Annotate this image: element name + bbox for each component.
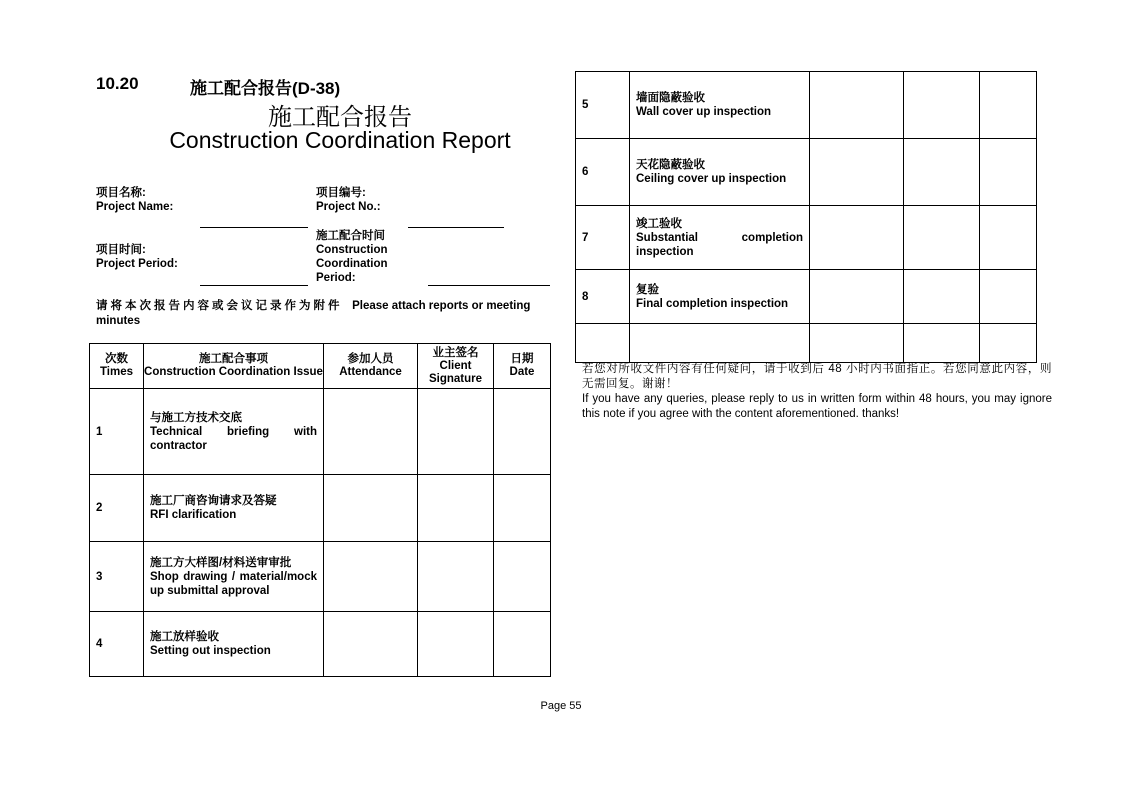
attendance-cell[interactable]: [810, 270, 904, 324]
row-issue: [630, 72, 810, 139]
row-number: 5: [576, 72, 630, 139]
date-cell[interactable]: [494, 475, 551, 542]
construction-period-label-en-3: Period:: [316, 272, 356, 284]
project-name-label-cn: 项目名称:: [96, 187, 146, 199]
attach-note: [96, 299, 548, 329]
date-cell[interactable]: [980, 72, 1037, 139]
remark-en: If you have any queries, please reply to us in written form within 48 hours, you may ignore this note if you agree with the content aforementioned. thanks!: [582, 393, 1052, 420]
remark-cn: 若您对所收文件内容有任何疑问，请于收到后 48 小时内书面指正。若您同意此内容，则无需回复。谢谢！: [582, 363, 1052, 390]
row-issue-en: Ceiling cover up inspection: [636, 173, 787, 185]
row-issue-cn: 天花隐蔽验收: [636, 159, 705, 171]
attendance-cell[interactable]: [810, 139, 904, 206]
project-name-label-en: Project Name:: [96, 201, 174, 213]
attach-note-en: Please attach reports or meeting minutes: [96, 300, 531, 327]
header-attendance-cn: 参加人员: [347, 353, 394, 365]
project-period-label-cn: 项目时间:: [96, 244, 146, 256]
table-row: [576, 72, 1037, 139]
section-number: 10.20: [96, 74, 139, 93]
table-row: [90, 542, 551, 612]
report-title-cn: 施工配合报告: [268, 103, 412, 131]
date-cell[interactable]: [980, 206, 1037, 270]
construction-period-label-en-1: Construction: [316, 244, 388, 256]
date-cell[interactable]: [980, 324, 1037, 363]
row-issue: [630, 139, 810, 206]
project-no-label-cn: 项目编号:: [316, 187, 366, 199]
attendance-cell[interactable]: [324, 475, 418, 542]
project-no-field[interactable]: [408, 227, 504, 228]
signature-cell[interactable]: [418, 475, 494, 542]
signature-cell[interactable]: [418, 612, 494, 677]
header-date: [494, 344, 551, 389]
project-no-label: [316, 186, 381, 214]
row-number: 2: [90, 475, 144, 542]
signature-cell[interactable]: [904, 324, 980, 363]
row-issue-en: Technical briefing with contractor: [150, 425, 317, 452]
header-issue-cn: 施工配合事项: [199, 353, 268, 365]
row-issue-en: RFI clarification: [150, 509, 237, 521]
row-issue-cn: 施工方大样图/材料送审审批: [150, 556, 292, 569]
date-cell[interactable]: [494, 542, 551, 612]
row-issue: [144, 612, 324, 677]
coordination-table-right: [575, 71, 1037, 363]
date-cell[interactable]: [494, 389, 551, 475]
table-row: [90, 475, 551, 542]
row-issue: [630, 270, 810, 324]
row-issue-en: Setting out inspection: [150, 645, 271, 657]
signature-cell[interactable]: [418, 389, 494, 475]
table-row: [576, 270, 1037, 324]
row-issue: [144, 542, 324, 612]
row-issue: [144, 389, 324, 475]
date-cell[interactable]: [494, 612, 551, 677]
table-row: [576, 206, 1037, 270]
table-row: [576, 139, 1037, 206]
attendance-cell[interactable]: [810, 206, 904, 270]
project-period-label: [96, 243, 178, 271]
header-date-cn: 日期: [510, 353, 534, 365]
empty-number-cell[interactable]: [576, 324, 630, 363]
project-name-label: [96, 186, 173, 214]
signature-cell[interactable]: [418, 542, 494, 612]
table-row: [90, 389, 551, 475]
row-number: 1: [90, 389, 144, 475]
signature-cell[interactable]: [904, 270, 980, 324]
construction-period-label: [316, 229, 388, 285]
row-issue-cn: 复验: [636, 283, 659, 296]
attach-note-cn: 请将本次报告内容或会议记录作为附件: [96, 300, 343, 312]
row-issue-cn: 竣工验收: [636, 217, 682, 230]
row-issue-en: Wall cover up inspection: [636, 106, 772, 118]
signature-cell[interactable]: [904, 139, 980, 206]
attendance-cell[interactable]: [324, 612, 418, 677]
row-number: 6: [576, 139, 630, 206]
attendance-cell[interactable]: [324, 389, 418, 475]
table-row: [90, 612, 551, 677]
attendance-cell[interactable]: [810, 72, 904, 139]
table-row-empty: [576, 324, 1037, 363]
row-issue-cn: 施工放样验收: [150, 631, 219, 643]
coordination-table-left: [89, 343, 551, 677]
header-signature: [418, 344, 494, 389]
row-number: 3: [90, 542, 144, 612]
row-issue-cn: 墙面隐蔽验收: [636, 92, 705, 104]
attendance-cell[interactable]: [324, 542, 418, 612]
row-issue-cn: 施工厂商咨询请求及答疑: [150, 495, 277, 507]
header-times: [90, 344, 144, 389]
report-title-en: Construction Coordination Report: [169, 127, 511, 153]
remark-note: [582, 362, 1052, 422]
attendance-cell[interactable]: [810, 324, 904, 363]
construction-period-label-cn: 施工配合时间: [316, 230, 385, 242]
project-period-field[interactable]: [200, 285, 308, 286]
header-times-en: Times: [99, 366, 134, 378]
row-number: 4: [90, 612, 144, 677]
page-number: Page 55: [540, 700, 582, 712]
row-issue: [630, 206, 810, 270]
project-name-field[interactable]: [200, 227, 308, 228]
row-issue: [144, 475, 324, 542]
section-title: 施工配合报告(D-38): [190, 79, 341, 98]
header-signature-cn: 业主签名: [432, 346, 479, 359]
row-issue-en: Substantial completion inspection: [636, 231, 803, 258]
project-period-label-en: Project Period:: [96, 258, 178, 270]
date-cell[interactable]: [980, 139, 1037, 206]
header-issue: [144, 344, 324, 389]
row-issue-cn: 与施工方技术交底: [150, 411, 242, 424]
header-attendance: [324, 344, 418, 389]
table-header-row: [90, 344, 551, 389]
empty-issue-cell[interactable]: [630, 324, 810, 363]
construction-period-label-en-2: Coordination: [316, 258, 388, 270]
header-attendance-en: Attendance: [339, 366, 402, 378]
signature-cell[interactable]: [904, 206, 980, 270]
header-times-cn: 次数: [105, 353, 128, 365]
date-cell[interactable]: [980, 270, 1037, 324]
row-number: 8: [576, 270, 630, 324]
row-issue-en: Shop drawing / material/mock up submittal approval: [150, 570, 317, 597]
header-signature-en: Client Signature: [428, 359, 483, 385]
construction-period-field[interactable]: [428, 285, 550, 286]
header-issue-en: Construction Coordination Issue: [144, 366, 323, 378]
signature-cell[interactable]: [904, 72, 980, 139]
row-number: 7: [576, 206, 630, 270]
project-no-label-en: Project No.:: [316, 201, 381, 213]
header-date-en: Date: [509, 366, 535, 378]
row-issue-en: Final completion inspection: [636, 297, 789, 310]
